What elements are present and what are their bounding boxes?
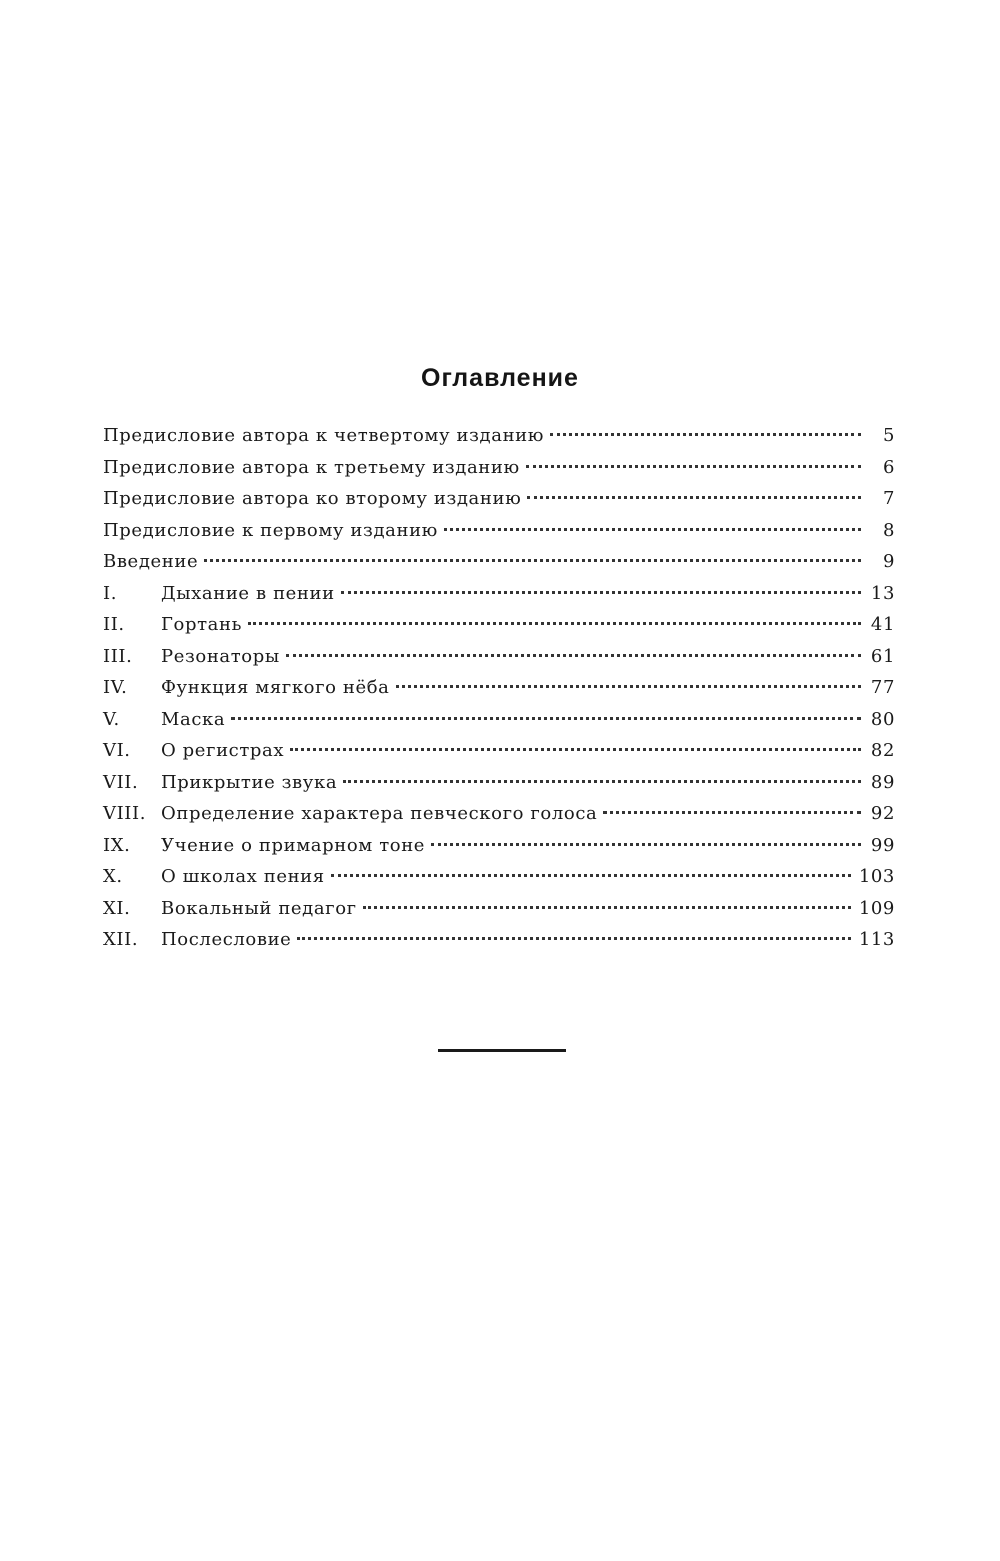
dot-leader [550,432,861,436]
toc-page-number: 61 [870,645,895,667]
chapter-number: IX. [103,834,131,856]
dot-leader [204,558,861,562]
toc-page-number: 6 [882,456,895,478]
toc-entry-chapter-8[interactable] [103,803,895,835]
dot-leader [363,905,851,909]
dot-leader [396,684,861,688]
toc-entry-introduction[interactable] [103,551,895,583]
table-of-contents [103,425,895,961]
chapter-number: IV. [103,677,128,698]
dot-leader [341,590,861,594]
toc-entry-title: Гортань [161,614,242,635]
chapter-number: V. [103,708,120,730]
toc-page-number: 9 [882,551,895,572]
toc-entry-chapter-3[interactable] [103,646,895,678]
toc-entry-preface-third-edition[interactable] [103,457,895,489]
toc-entry-chapter-9[interactable] [103,835,895,867]
toc-entry-title: Дыхание в пении [161,582,335,604]
toc-entry-title: Введение [103,551,199,572]
dot-leader [526,464,861,468]
toc-entry-chapter-7[interactable] [103,772,895,804]
toc-entry-title: О регистрах [161,740,285,761]
toc-entry-title: Предисловие автора ко второму изданию [103,488,522,509]
toc-entry-chapter-11[interactable] [103,898,895,930]
toc-entry-title: О школах пения [161,866,325,887]
chapter-number: III. [103,645,133,667]
toc-entry-title: Функция мягкого нёба [161,677,390,698]
toc-entry-title: Маска [161,708,226,730]
dot-leader [331,873,851,877]
toc-entry-title: Резонаторы [161,645,280,667]
dot-leader [290,747,861,751]
dot-leader [603,810,861,814]
dot-leader [231,716,861,720]
dot-leader [527,495,861,499]
toc-entry-preface-fourth-edition[interactable] [103,425,895,457]
toc-entry-title: Предисловие автора к третьему изданию [103,456,520,478]
toc-entry-title: Вокальный педагог [161,897,357,919]
toc-entry-chapter-1[interactable] [103,583,895,615]
page-title: Оглавление [421,364,579,392]
toc-entry-title: Послесловие [161,929,292,950]
toc-page-number: 77 [870,677,895,698]
chapter-number: XI. [103,897,131,919]
toc-entry-chapter-10[interactable] [103,866,895,898]
toc-entry-preface-first-edition[interactable] [103,520,895,552]
chapter-number: VI. [103,740,131,761]
toc-page-number: 103 [858,866,895,887]
toc-entry-chapter-12[interactable] [103,929,895,961]
toc-page-number: 7 [882,488,895,509]
chapter-number: II. [103,614,125,635]
chapter-number: X. [103,866,123,887]
toc-page-number: 41 [870,614,895,635]
toc-entry-title: Предисловие автора к четвертому изданию [103,425,545,446]
chapter-number: XII. [103,929,139,950]
toc-entry-title: Определение характера певческого голоса [161,803,598,824]
toc-entry-title: Прикрытие звука [161,771,338,793]
dot-leader [248,621,861,625]
toc-entry-chapter-2[interactable] [103,614,895,646]
toc-page-number: 89 [870,771,895,793]
toc-entry-preface-second-edition[interactable] [103,488,895,520]
end-divider [438,1049,566,1052]
toc-entry-chapter-5[interactable] [103,709,895,741]
toc-entry-title: Предисловие к первому изданию [103,519,438,541]
dot-leader [343,779,861,783]
toc-page-number: 92 [870,803,895,824]
toc-page-number: 8 [882,519,895,541]
toc-entry-chapter-6[interactable] [103,740,895,772]
chapter-number: I. [103,582,118,604]
toc-entry-chapter-4[interactable] [103,677,895,709]
chapter-number: VII. [103,771,139,793]
dot-leader [297,936,850,940]
toc-entry-title: Учение о примарном тоне [161,834,426,856]
dot-leader [444,527,861,531]
toc-page-number: 5 [882,425,895,446]
chapter-number: VIII. [103,803,147,824]
toc-page-number: 82 [870,740,895,761]
toc-page-number: 113 [858,929,895,950]
toc-page-number: 109 [858,897,895,919]
dot-leader [431,842,861,846]
toc-page-number: 99 [870,834,895,856]
toc-page-number: 80 [870,708,895,730]
toc-page-number: 13 [870,582,895,604]
dot-leader [286,653,861,657]
